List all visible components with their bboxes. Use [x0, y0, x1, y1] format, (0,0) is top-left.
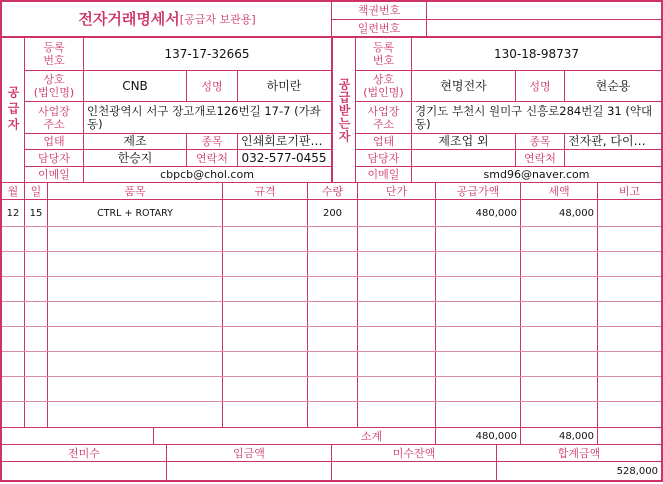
- col-spec: 규격: [254, 184, 276, 198]
- supplier-email: cbpcb@chol.com: [160, 168, 254, 181]
- row-qty: 200: [322, 207, 343, 219]
- row-tax: 48,000: [559, 207, 594, 219]
- total-label: 합계금액: [557, 446, 601, 460]
- recipient-reg-no-label: 등록 번호: [372, 41, 395, 67]
- recipient-manager-label: 담당자: [367, 151, 400, 165]
- row-month: 12: [6, 207, 20, 219]
- recipient-contact: [565, 150, 661, 166]
- supplier-manager-label: 담당자: [38, 151, 70, 165]
- col-supply-amount: 공급가액: [456, 184, 500, 198]
- deposit-value: [167, 462, 331, 480]
- recipient-biz-item-label: 종목: [529, 135, 551, 148]
- supplier-biz-type: 제조: [123, 134, 147, 148]
- row-unit-price: [358, 200, 435, 226]
- subtotal-label: 소계: [360, 429, 383, 443]
- prev-balance-label: 전미수: [68, 446, 100, 460]
- col-unit-price: 단가: [385, 184, 408, 198]
- recipient-manager: [412, 150, 515, 166]
- subtotal-supply-amount: 480,000: [475, 430, 517, 442]
- book-no-value: [427, 2, 661, 19]
- row-supply-amount: 480,000: [475, 207, 517, 219]
- row-note: [598, 200, 661, 226]
- recipient-contact-label: 연락처: [524, 151, 556, 165]
- supplier-name-label: 상호 (법인명): [33, 73, 75, 99]
- supplier-name: CNB: [122, 78, 148, 93]
- supplier-side-text: 공급자: [6, 86, 20, 134]
- col-month: 월: [7, 184, 19, 198]
- recipient-address: 경기도 부천시 원미구 신흥로284번길 31 (약대동): [415, 103, 653, 131]
- recipient-biz-type-label: 업태: [372, 135, 395, 148]
- row-item: CTRL + ROTARY: [97, 207, 173, 219]
- title-text: 전자거래명세서: [78, 9, 180, 28]
- supplier-reg-no: 137-17-32665: [164, 46, 250, 61]
- recipient-email-label: 이메일: [367, 168, 400, 181]
- col-day: 일: [30, 184, 42, 198]
- recipient-email: smd96@naver.com: [483, 168, 590, 181]
- recipient-biz-type: 제조업 외: [438, 134, 489, 148]
- supplier-address: 인천광역시 서구 장고개로126번길 17-7 (가좌동): [87, 103, 321, 131]
- supplier-manager: 한승지: [117, 150, 153, 165]
- unpaid-label: 미수잔액: [392, 446, 436, 460]
- subtitle-text: [공급자 보관용]: [179, 12, 256, 26]
- supplier-biz-item: 인쇄회로기판…: [241, 134, 323, 148]
- supplier-side-label: [2, 38, 24, 182]
- supplier-address-label: 사업장 주소: [38, 104, 70, 131]
- supplier-biz-item-label: 종목: [201, 135, 223, 148]
- recipient-ceo-label: 성명: [529, 79, 551, 93]
- recipient-ceo: 현순용: [595, 78, 631, 93]
- prev-balance-value: [2, 462, 166, 480]
- unpaid-value: [332, 462, 496, 480]
- col-qty: 수량: [321, 184, 344, 198]
- row-day: 15: [29, 207, 43, 219]
- col-item: 품목: [124, 184, 146, 198]
- supplier-ceo: 하미란: [266, 78, 302, 93]
- recipient-reg-no: 130-18-98737: [493, 46, 579, 61]
- recipient-name-label: 상호 (법인명): [363, 73, 404, 99]
- serial-no-value: [427, 20, 661, 36]
- serial-no-label: 일련번호: [357, 21, 401, 35]
- supplier-contact-label: 연락처: [196, 151, 228, 165]
- document-title: [2, 2, 332, 36]
- recipient-side-text: 공급받는자: [337, 77, 351, 143]
- recipient-name: 현명전자: [440, 78, 487, 93]
- subtotal-tax: 48,000: [559, 430, 594, 442]
- supplier-email-label: 이메일: [38, 168, 70, 181]
- row-spec: [223, 200, 307, 226]
- supplier-contact: 032-577-0455: [241, 150, 327, 165]
- recipient-address-label: 사업장 주소: [367, 104, 400, 131]
- supplier-ceo-label: 성명: [201, 79, 223, 93]
- deposit-label: 입금액: [233, 446, 265, 460]
- book-no-label: 책권번호: [357, 4, 401, 17]
- col-note: 비고: [618, 184, 641, 198]
- recipient-side-label: [333, 38, 355, 182]
- total-value: 528,000: [616, 465, 658, 477]
- supplier-reg-no-label: 등록 번호: [43, 41, 65, 67]
- recipient-biz-item: 전자관, 다이…: [568, 134, 646, 148]
- col-tax: 세액: [548, 184, 570, 198]
- supplier-biz-type-label: 업태: [43, 135, 65, 148]
